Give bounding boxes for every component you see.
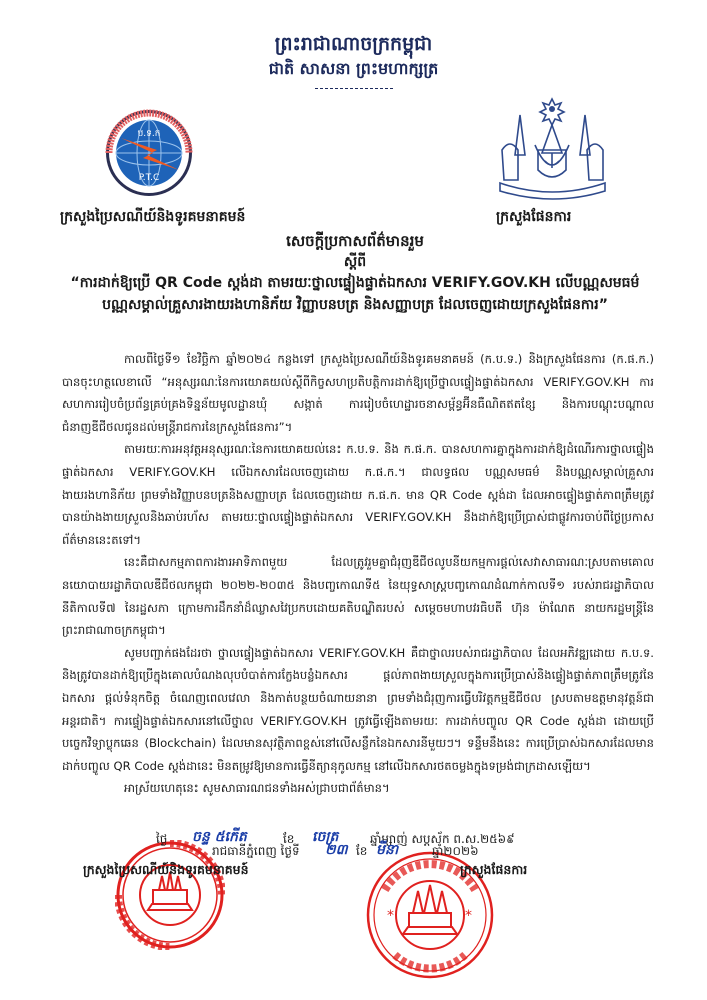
header-ornament-divider xyxy=(315,88,393,91)
ptc-ministry-seal-icon xyxy=(115,840,225,950)
paragraph-5: អាស្រ័យហេតុនេះ សូមសាធារណជនទាំងអស់ជ្រាបជាព័ត៌មាន។ xyxy=(124,781,390,796)
day-label: ថ្ងៃ xyxy=(156,832,168,846)
paragraph-2: តាមរយៈការអនុវត្តអនុស្សរណៈនៃការយោគយល់នេះ ក.ប.ទ. និង ក.ផ.ក. បានសហការគ្នាក្នុងការដាក់ឱ្យដំណើរការថ្នាលផ្ទៀងផ្ទាត់ឯកសារ VERIFY.GOV.KH លើឯកសារដែលចេញដោយ ក.ផ.ក.។ ជាលទ្ធផល បណ្ណសមធម៌ និងបណ្ណសម្គាល់គ្រួសារងាយរងហានិភ័យ ព្រមទាំងវិញ្ញាបនបត្រនិងសញ្ញាបត្រ ដែលចេញដោយ ក.ផ.ក. មាន QR Code ស្តង់ដា ដែលអាចផ្ទៀងផ្ទាត់ភាពត្រឹមត្រូវបានយ៉ាងងាយស្រួលនិងឆាប់រហ័ស តាមរយៈថ្នាលផ្ទៀងផ្ទាត់ឯកសារ VERIFY.GOV.KH នឹងដាក់ឱ្យប្រើប្រាស់ជាផ្លូវការចាប់ពីថ្ងៃប្រកាសព័ត៌មាននេះតទៅ។ xyxy=(62,442,654,547)
ptc-ministry-logo-icon xyxy=(95,108,203,198)
title-heading: សេចក្តីប្រកាសព័ត៌មានរួម xyxy=(286,232,424,250)
svg-text:*: * xyxy=(465,908,472,924)
title-subject: “ការដាក់ឱ្យប្រើ QR Code ស្តង់ដា តាមរយៈថ្នាលផ្ទៀងផ្ទាត់ឯកសារ VERIFY.GOV.KH លើបណ្ណសមធម៌ បណ្ណសម្គាល់គ្រួសារងាយរងហានិភ័យ វិញ្ញាបនបត្រ និងសញ្ញាបត្រ ដែលចេញដោយក្រសួងផែនការ” xyxy=(70,275,640,313)
paragraph-3: នេះគឺជាសកម្មភាពការងារអាទិភាពមួយ ដែលត្រូវរួមគ្នាជំរុញឌីជីថលូបនីយកម្មការផ្តល់សេវាសាធារណៈស្របតាមគោលនយោបាយរដ្ឋាភិបាលឌីជីថលកម្ពុជា ២០២២-២០៣៥ និងបញ្ចកោណទី៥ នៃយុទ្ធសាស្ត្របញ្ចកោណដំណាក់កាលទី១ របស់រាជរដ្ឋាភិបាល នីតិកាលទី៧ នៃរដ្ឋសភា ក្រោមការដឹកនាំដ៏ឈ្លាសវៃប្រកបដោយគតិបណ្ឌិតរបស់ សម្តេចមហាបវរធិបតី ហ៊ុន ម៉ាណែត នាយករដ្ឋមន្ត្រីនៃព្រះរាជាណាចក្រកម្ពុជា។ xyxy=(62,555,654,638)
national-motto: ជាតិ សាសនា ព្រះមហាក្សត្រ xyxy=(268,59,439,78)
press-release-title xyxy=(40,230,670,316)
kingdom-title: ព្រះរាជាណាចក្រកម្ពុជា xyxy=(274,33,433,55)
signature-label-planning: ក្រសួងផែនការ xyxy=(460,862,528,877)
svg-text:P.T.C: P.T.C xyxy=(138,173,160,183)
signature-label-ptc: ក្រសួងប្រៃសណីយ៍និងទូរគមនាគមន៍ xyxy=(83,862,249,877)
solar-month-label: ខែ xyxy=(356,844,368,858)
buddhist-year: ឆ្នាំម្សាញ់ សប្តស័ក ព.ស.២៥៦៩ xyxy=(370,832,515,846)
lunar-month-handwritten: ចេត្រ xyxy=(312,829,339,845)
solar-year: ឆ្នាំ២០២៦ xyxy=(432,844,479,858)
paragraph-1: កាលពីថ្ងៃទី១ ខែវិច្ឆិកា ឆ្នាំ២០២៤ កន្លងទៅ ក្រសួងប្រៃសណីយ៍និងទូរគមនាគមន៍ (ក.ប.ទ.) និងក្រសួងផែនការ (ក.ផ.ក.) បានចុះហត្ថលេខាលើ “អនុស្សរណៈនៃការយោគយល់ស្តីពីកិច្ចសហប្រតិបត្តិការដាក់ឱ្យប្រើថ្នាលផ្ទៀងផ្ទាត់ឯកសារ VERIFY.GOV.KH ការសហការរៀបចំប្រព័ន្ធគ្រប់គ្រងទិន្នន័យមូលដ្ឋានឃុំ សង្កាត់ ការរៀបចំហេដ្ឋារចនាសម្ព័ន្ធអ៊ីនធឺណិតឥតខ្សែ និងការបណ្តុះបណ្តាលជំនាញឌីជីថលជូនដល់មន្ត្រីរាជការនៃក្រសួងផែនការ”។ xyxy=(62,352,654,434)
month-label: ខែ xyxy=(283,832,295,846)
ministry-label-planning: ក្រសួងផែនការ xyxy=(496,209,572,225)
royal-coat-of-arms-icon xyxy=(490,95,615,210)
solar-month-handwritten: មីនា xyxy=(376,842,399,858)
ministry-label-ptc: ក្រសួងប្រៃសណីយ៍និងទូរគមនាគមន៍ xyxy=(60,209,246,225)
paragraph-4: សូមបញ្ជាក់ផងដែរថា ថ្នាលផ្ទៀងផ្ទាត់ឯកសារ VERIFY.GOV.KH គឺជាថ្នាលរបស់រាជរដ្ឋាភិបាល ដែលអភិវឌ្ឍដោយ ក.ប.ទ. និងត្រូវបានដាក់ឱ្យប្រើក្នុងគោលបំណងលុបបំបាត់ការក្លែងបន្លំឯកសារ ផ្តល់ភាពងាយស្រួលក្នុងការប្រើប្រាស់និងផ្ទៀងផ្ទាត់ភាពត្រឹមត្រូវនៃឯកសារ ផ្តល់ទំនុកចិត្ត ចំណេញពេលវេលា និងកាត់បន្ថយចំណាយនានា ព្រមទាំងជំរុញការធ្វើបរិវត្តកម្មឌីជីថល ស្របតាមឧត្តមានុវត្តន៍ជាអន្តរជាតិ។ ការផ្ទៀងផ្ទាត់ឯកសារនៅលើថ្នាល VERIFY.GOV.KH ត្រូវធ្វើឡើងតាមរយៈ ការដាក់បញ្ចូល QR Code ស្តង់ដា ដោយប្រើបច្ចេកវិទ្យាប្លុកឆេន (Blockchain) ដែលមានសុវត្ថិភាពខ្ពស់នៅលើសន្លឹកនៃឯកសារនីមួយៗ។ ទន្ទឹមនឹងនេះ ការប្រើប្រាស់ឯកសារដែលមានដាក់បញ្ចូល QR Code ស្តង់ដានេះ មិនតម្រូវឱ្យមានការធ្វើនីត្យានុកូលកម្ម នៅលើឯកសារថតចម្លងក្នុងទម្រង់ជាក្រដាសឡើយ។ xyxy=(62,645,654,773)
solar-day-handwritten: ២៣ xyxy=(325,842,348,858)
place-and-day-label: រាជធានីភ្នំពេញ ថ្ងៃទី xyxy=(212,844,300,858)
title-about: ស្តីពី xyxy=(343,254,367,270)
press-release-body xyxy=(62,348,654,800)
svg-text:ប.ទ.ក: ប.ទ.ក xyxy=(137,129,161,139)
svg-text:*: * xyxy=(387,908,394,924)
lunar-day-handwritten: ចន្ទ ៥កើត xyxy=(192,829,247,845)
